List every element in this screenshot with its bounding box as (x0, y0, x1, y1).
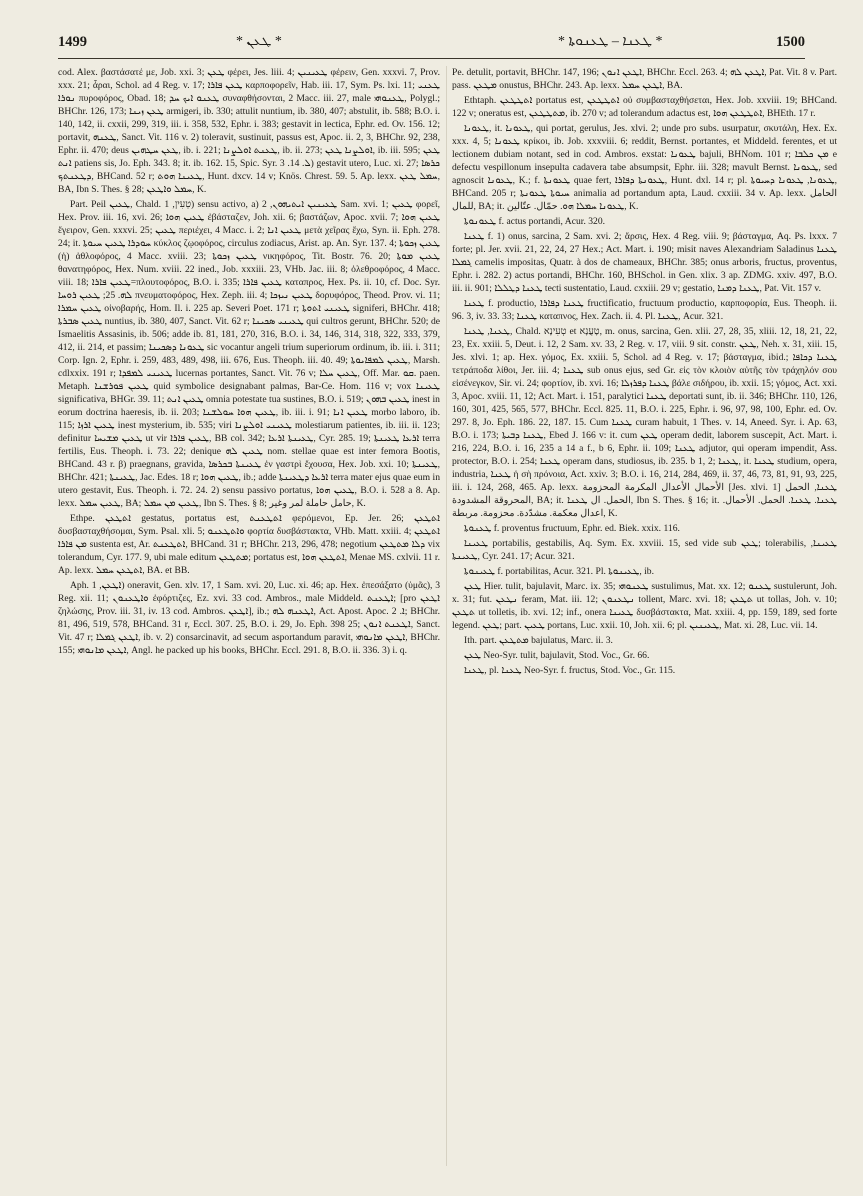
entry-paragraph: ܛܥܢ Hier. tulit, bajulavit, Marc. ix. 35; ܛܥܢܘܗܝ sustulimus, Mat. xx. 12; ܛܥܢܘ sustulerunt, Joh. x. 31; fut. ܢܛܥܢ feram, Mat. iii. 12; ܢܛܥܢܘܢ tollent, Marc. xvi. 18; ܬܛܥܢ ut tollas, Joh. v. 10; ܬܛܥܢ ut tolletis, ib. xvi. 12; inf., onera ܛܥܝܢܐ δυσβάστακτα, Mat. xxiii. 4, pp. 159, 189, sed forte legend. ܛܥܢ; part. ܛܥܝܢ portans, Luc. xxii. 10, Joh. xii. 6; pl. ܛܥܝܢܝܢ, Mat. xi. 28, Luc. vii. 14. (452, 581, 837, 631)
left-column (58, 66, 440, 1176)
entry-paragraph: Aph. ܐܛܥܢ, 1) oneravit, Gen. xlv. 17, 1 Sam. xvi. 20, Luc. xi. 46; ap. Hex. ἐπεσάξατο (ὑμᾶς), 3 Reg. xii. 11; ܘܐܛܥܢܘܢ ἐφόρτιζες, Ez. xvi. 33 cod. Ambros., male Middeld. ܐܛܥܢܬ; [pro ܐܛܥܢ ζηλώσης, Prov. iii. 31, iv. 13 cod. Ambros. ܐܛܥܢ], ib.; ܐܛܥܢܗ ܠܗ, Act. Apost. Apoc. ܐ. 2; BHChr. 81, 496, 519, 578, BHCand. 31 r, Eccl. 307. 25, B.O. i. 29, Jo. Eph. 398 25; ܐܛܥܢܬ ܐܢܘܢ, Sanct. Vit. 47 r; ܐܛܥܢ ܓܡܠܐ, ib. v. 2) consarcinavit, ad secum asportandum paravit, ܐܛܥܢ ܡܐܢܘܗܝ, BHChr. 155; ܐܛܥܢ ܡܐܢܘܗܝ, Angl. he packed up his books, BHChr. Eccl. 291. 8, B.O. ii. 336. 3) i. q. (58, 580, 440, 656)
page-header (58, 34, 805, 56)
column-gutter (446, 66, 447, 1166)
entry-paragraph: Ethtaph. ܐܬܛܛܥܢ portatus est, ܐܬܛܛܥܢ οὐ συμβασταχθήσεται, Hex. Job. xxviii. 19; BHCand. 122 v; oneratus est, ܡܬܛܛܥܢ, ib. 270 v; ad tolerandum adactus est, ܐܬܛܛܥܢ ܗܘܐ, BHEth. 17 r. (452, 95, 837, 119)
entry-paragraph: Ethpe. ܐܬܛܥܢ gestatus, portatus est, ܐܬܛܥܢܬ φερόμενοι, Ep. Jer. 26; ܐܬܛܥܢ δυσβασταχθήσομαι, Sym. Psal. xli. 5; ܘܐܬܛܥܢܘ φορτία δυσβάστακτα, VHb. Matt. xxiii. 4; ܐܬܛܥܢ ܡܢ ܦܐܪܐ sustenta est, Ar. ܐܬܛܥܢܬ, BHCand. 31 r; BHChr. 213, 296, 478; negotium ܕܠܐ ܡܬܛܥܢ vix tolerandum, Cyr. 177. 9, ubi male editum ܡܬܛܥܢ; portatus est, ܐܬܛܥܢ ܗܘܐ, Menae MS. cxlvii. 11 r. Ap. lexx. ܐܬܛܥܢ ܚܡܠ, BA. et BB. (58, 513, 440, 576)
entry-paragraph: ܛܥܘܢܘܬܐ f. actus portandi, Acur. 320. (464, 216, 606, 227)
entry-paragraph: ܛܥܢܐ f. productio, ܛܥܢܐ ܕܦܐܪܐ fructificatio, fructuum productio, καρποφορία, Eus. Theoph. ii. 96. 3, iv. 33. 33; ܛܥܢܐ καταπνος, Hex. Zach. ii. 4. Pl. ܛܥܢܐ, Acur. 321. (452, 298, 837, 322)
left-running-headword: * ܛܥܢ * (236, 34, 282, 49)
right-page-number: 1500 (776, 34, 805, 50)
entry-paragraph: Ith. part. ܡܬܛܥܢ bajulatus, Marc. ii. 3. (464, 635, 613, 646)
entry-paragraph: ܛܥܢܐ, ܛܥܢܐ, Chald. טְעִינָא et טָעֲנָא, m. onus, sarcina, Gen. xlii. 27, 28, 35, xliii. 12, 18, 21, 22, 23, Ex. xxiii. 5, Deut. i. 12, 2 Sam. xv. 33, 2 Reg. v. 17, viii. 9 sit. constr. ܛܥܢ, Neh. x. 31, xiii. 15, Jes. xlvi. 1; ap. Hex. γόμος, Ex. xxiii. 5, Schol. ad 4 Reg. v. 17; βάσταγμα, ibid.; ܛܥܢܐ ܕܟܐܦܐ τετράποδα λίθοι, Jer. iii. 4; ܛܥܢܐ sub onus ejus, sed Gr. εἰς τὸν κλοιὸν αὐτῆς τὸν τράχηλόν σου εἰσένεγκον, Sir. vi. 24; φορτίον, ib. xvi. 16; ܛܥܢܐ ܕܦܪܙܠܐ βάλε σιδήρου, ib. xxii. 15; γόμος, Act. xxi. 3, Apoc. xviii. 11, 12; Act. Mart. i. 151, paralytici ܛܥܢܐ deportati sunt, ib. ii. 346; BHChr. 110, 126, 160, 301, 425, 565, 577, BHChr. Eccl. 825. 11, B.O. i. 225, Ephr. i. 96, 97, 98, 100, Ephr. ed. Ov. 297. 8, Jo. Eph. 186. 22, 187. 15. Cum ܛܥܢܐ curam habuit, 1 Thes. v. 14, Aneed. Syr. i. Ap. 63, B.O. i. 173; ܛܥܢܐ ܕܒܝܬܐ, Ebed J. 166 v: it. cum ܛܥܢ operam dedit, laborem suscepit, Act. Mart. i. 216, 224, B.O. i. 16, 235 a 14 a f., b 6, Ephr. ii. 109; ܛܥܢܐ adjutor, qui operam impendit, Ass. protector, B.O. i. 254; ܛܥܢܐ operam dans, studiosus, ib. 235. b 1, 2; ܛܥܢܐ, it. ܛܥܢܐ studium, opera, industria, ܛܥܢܐ ἡ σὴ πρόνοια, Act. xxiv. 3; B.O. i. 16, 214, 284, 469, ii. 37, 46, 73, 81, 91, 93, 225, iii. i. 124, 268, 465. Ap. lexx. الأحمال الأعدال المكرمة المحزومة [Jes. xlvi. 1] ܛܥܢܐ, الحمل المحروقة المشدودة, BA; it. الحمل. ال ܛܥܢܐ, Ibn S. Thes. § 16; it. ܛܥܢܐ. ܛܥܢܐ. الحمل. الأحمال. اعدال معكمة. مشدّدة. محزومة. مربطة, K. (452, 326, 837, 519)
entry-paragraph: ܛܥܝܢܘܬܐ f. portabilitas, Acur. 321. Pl. ܛܥܝܢܘܬܐ, ib. (464, 566, 654, 577)
entry-paragraph: ܛܥܝܢܐ portabilis, gestabilis, Aq. Sym. Ex. xxviii. 15, sed vide sub ܛܥܢ; tolerabilis, ܛܥܝܢܐ, ܛܥܝܢܬܐ, Cyr. 241. 17; Acur. 321. (452, 538, 837, 562)
left-page-number: 1499 (58, 34, 87, 50)
header-rule (58, 58, 805, 59)
right-column (452, 66, 837, 1176)
entry-paragraph: Part. Peil ܛܥܝܢ, Chald. טְעִין, 1) sensu activo, a) ܛܥܝܢܝܢ ܐܝܬܝܗܘܢ, 2 Sam. xvi. 1; ܛܥܝܢ φορεῖ, Hex. Prov. iii. 16, xvi. 26; ܛܥܝܢ ܗܘܐ ἐβάσταζεν, Joh. xii. 6; βαστάζων, Apoc. xvii. 7; ܛܥܝܢ ܗܘܐ ἔγειρον, Gen. xxxvi. 25; ܛܥܝܢ περιέχει, 4 Macc. i. 2; ܛܥܝܢ ܐܢܐ μετὰ χεῖρας ἔχω, Syn. ii. Eph. 278. 24; it. ܚܘܕܪܐ ܛܥܝܢ ܚܝܘܬܐ κύκλος ζῳοφόρος, circulus zodiacus, Arist. ap. An. Syr. 137. 4; ܛܥܝܢ ܙܟܘܬܐ (ἡ) ἀθλοφόρος, 4 Macc. xviii. 23; ܛܥܝܢ ܙܟܘܬܐ νικηφόρος, Tit. Bostr. 76. 20; ܛܥܝܢ ܡܘܬܐ θανατηφόρος, Hex. Num. xviii. 22 ined., Job. xxxiii. 23, VHb. Jac. iii. 8; ὀλεθροφόρος, 4 Macc. viii. 18; ܛܥܝܢ ܦܐܪܐ=πλουτοφόρος, B.O. i. 335; ܛܥܝܢ ܦܐܪܐ καταπρος, Hex. Ps. ii. 10, cf. Doc. Syr. ܠܗ. 25; ܛܥܝܢ ܪܘܚܐ πνευματοφόρος, Hex. Zeph. iii. 4; ܛܥܝܢ ܢܝܙܟܐ δορυφόρος, Theod. Prov. vi. 11; ܛܥܝܢ ܚܡܪܐ οἰνοβαρής, Hom. Il. i. 225 ap. Severi Poet. 171 r; ܛܥܝܢܝ ܐܬܘܬܐ signiferi, BHChr. 418; ܛܥܝܢ ܣܒܪܬܐ nuntius, ib. 380, 407, Sanct. Vit. 62 r; ܛܥܝܢܝ ܣܟܝܢܐ qui cultros gerunt, BHChr. 520; de Ismaelitis Assasinis, ib. 506; adde ib. 81, 181, 270, 316, B.O. i. 34, 146, 314, 318, 322, 333, 379, 412, ii. 214, et passim; ܛܥܘܢܐ ܕܣܟܝܢܐ sic vocantur angeli trium superiorum ordinum, ib. iii. i. 311; Corp. Ign. 2, Ephr. i. 259, 483, 489, 498, iii. 676, Eus. Theoph. iii. 40. 49; ܛܥܝܢ ܠܡܦܐܝܘܬܐ, Marsh. cdlxxix. 191 r; ܛܥܝܢܝ ܠܡܦܕܐ lucernas portantes, Sanct. Vit. 76 v; ܛܥܝܢ ܚܠܐ, Off. Mar. ܩܘ. paen. Metaph. ܛܥܝܢ ܦܘܪܫܢܐ quid symbolice designabant palmas, Bar-Ce. Hom. 116 v; vox ܛܥܝܢܐ significativa, BHGr. 39. 11; ܛܥܝܢ ܐܢܬ omnia potestate tua sustines, B.O. i. 519; ܛܥܝܢ ܒܗܘܢ inest in eorum doctrina haeresis, ib. ii. 203; ܛܥܝܢ ܗܘܐ ܚܘܠܫܢܐ, ib. iii. i. 91; ܛܥܝܢ ܐܢܐ morbo laboro, ib. 115; ܛܥܝܢ ܐܪܙܐ inest mysterium, ib. 535; viri ܛܥܝܢܝ ܐܘܠܨܢܐ molestiarum patientes, ib. iii. ii. 123; definitur ܛܥܝܢ ܡܫܝܚܐ ut vir ܛܥܝܢ ܦܐܪܐ, BB col. 342; ܛܥܝܢܬܐ ܐܪܥܐ, Cyr. 285. 19; ܐܪܥܐ ܛܥܝܢܬܐ terra fertilis, Eus. Theoph. i. 73. 22; denique ܛܥܝܢ ܠܗ nom. stellae quae est inter femora Bootis, BHCand. 43 r. β) praegnans, gravida, ܛܥܝܢܬܐ ܒܟܪܣܐ ἐν γαστρὶ ἔχουσα, Hex. Job. xxi. 10; ܛܥܝܢܬܐ, BHChr. 421; ܛܥܝܢܬܐ, Jac. Edes. 18 r; ܛܥܝܢ ܗܘܐ, ib.; adde ܐܪܥܐ ܕܛܥܝܢܬܐ terra mater ejus quae eum in utero gestavit, Eus. Theoph. i. 72. 24. 2) sensu passivo portatus, ܛܥܝܢ ܗܘܐ, B.O. i. 528 a 8. Ap. lexx. ܛܥܝܢ ܚܡܠ, BA; ܛܥܝܢ ܡܢ ܚܡܠ, Ibn S. Thes. § 8; حامل حاملة لمر وغير, K. (58, 199, 440, 509)
entry-paragraph: cod. Alex. βαστάσατέ με, Job. xxi. 3; ܛܥܢ φέρει, Jes. liii. 4; ܛܥܝܢܝܢ φέρειν, Gen. xxxvi. 7, Prov. xxx. 21; ἆραι, Schol. ad 4 Reg. v. 17; ܛܥܢ ܦܐܪܐ καρποφορεῖν, Hab. iii. 17, Sym. Ps. lxi. 11; ܛܥܢܝ ܢܘܪܐ πυροφόρος, Obad. 18; ܛܥܢܘ ܐܝܟ ܚܕ συναφθήσονται, 2 Macc. iii. 27, male ܛܥܢܘܗܝ, Polygl.; BHChr. 126, 173; ܛܥܢ ܙܝܢܐ armigeri, ib. 330; attulit nuntium, ib. 380, 407; abstulit, ib. 588; B.O. i. 140, 142, ii. cxxii, 299, 319, iii. i. 358, 532, Ephr. i. 383; gestavit in lectica, Ephr. ed. Ov. 156. 12; portavit, ܛܥܢܗ, Sanct. Vit. 116 v. 2) toleravit, sustinuit, passus est, Apoc. ii. 2, 3, BHChr. 92, 238, Ephr. ii. 470; deus ܛܥܢ ܚܛܗܝܢ, ib. i. 221; ܛܥܢܬ ܐܘܠܨܢܐ, ib. ii. 273; ܐܘܠܨܢܐ ܛܥܢ, ib. iii. 595; ܛܥܢ ܐܢܬ patiens sis, Jo. Eph. 343. 8; it. ib. 162. 15, Spic. Syr. ܠ. 14. 3) gestavit utero, Luc. xi. 27; ܟܪܣܐ ܕܛܥܢܬܟ, BHCand. 52 r; ܛܥܝܢܐ ܗܘܬ, Hunt. dxcv. 14 v; Knös. Chrest. 59. 5. Ap. lexx. ܚܡܠ ܛܥܢ, BA, Ibn S. Thes. § 28; ܚܡܠ ܘܐܛܥܢ, K. (58, 67, 440, 195)
entry-paragraph: ܛܥܢܐ, pl. ܛܥܢܐ Neo-Syr. f. fructus, Stod. Voc., Gr. 115. (464, 665, 676, 676)
right-running-headword: * ܛܥܢܐ – ܛܥܢܘܬܐ * (558, 34, 663, 49)
entry-paragraph: ܛܥܘܢܐ, it. ܛܥܘܢܐ, qui portat, gerulus, Jes. xlvi. 2; unde pro subs. usurpatur, σκυτάλη, Hex. Ex. xxx. 4, 5; ܛܥܘܢܐ κρίκοι, ib. Job. xxxviii. 6; reddit, Bernst. portantes, et Middeld. ferentes, et ut lectionem dubiam notant, sed in cod. Ambros. exstat: ܛܥܘܢܐ bajuli, BHNom. 101 r; ܡܢ ܟܠܒܐ e defectu vespillonum insepulta cadavera tabe absumpsit, Ephr. iii. 328; mavult Bernst. ܛܥܘܢܐ, sed agnoscit ܛܥܘܢܐ, K.; f. ܛܥܘܢܬܐ quae fert, ܛܥܘܢܬܐ ܕܦܐܪܐ, Hunt. dxl. 14 r; pl. ܛܥܘܢܐ, ܛܥܘܢܐ ܕܚܝܘܬܐ, BHCand. 205 r; ܚܝܘܬܐ ܛܥܘܢܬܐ animalia ad portandum apta, Laud. cxxiii. 34 v. Ap. lexx. الحامل للمال, BA; it. ܛܥܘܢܐ ܚܡܠܐ ܗܘ. حمّال. عتّالين, K. (452, 123, 837, 212)
entry-paragraph: ܛܥܢܘܬܐ f. proventus fructuum, Ephr. ed. Biek. xxix. 116. (464, 523, 680, 534)
entry-paragraph: ܛܥܢ Neo-Syr. tulit, bajulavit, Stod. Voc., Gr. 66. (464, 650, 650, 661)
entry-paragraph: Pe. detulit, portavit, BHChr. 147, 196; ܐܛܥܢ ܐܢܘܢ, BHChr. Eccl. 263. 4; ܐܛܥܢ ܠܗ, Pat. Vit. 8 v. Part. pass. ܡܛܥܢ onustus, BHChr. 243. Ap. lexx. ܐܛܥܢ ܚܡܠ, BA. (452, 67, 837, 91)
entry-paragraph: ܛܥܢܐ f. 1) onus, sarcina, 2 Sam. xvi. 2; ἄρσις, Hex. 4 Reg. viii. 9; βάσταγμα, Aq. Ps. lxxx. 7 forte; pl. Jer. xvii. 21, 22, 24, 27 Hex.; Act. Mart. i. 190; misit naves Alexandriam Saladinus ܛܥܢܐ ܓܡܠܐ camelis impositas, Quatr. à dos de chameaux, BHChr. 385; onus arboris, fructus, proventus, Ephr. i. 282. 2) actus portandi, BHChr. 160, BHSchol. in Gen. xlix. 3 ap. ZDMG. xxiv. 497, B.O. iii. ii. 901; ܛܥܢܐ ܕܛܠܠܐ tecti sustentatio, Laud. cxxiii. 29 v; gestatio, ܛܥܢܐ ܕܡܢܐ, Pat. Vit. 157 v. (452, 231, 837, 294)
